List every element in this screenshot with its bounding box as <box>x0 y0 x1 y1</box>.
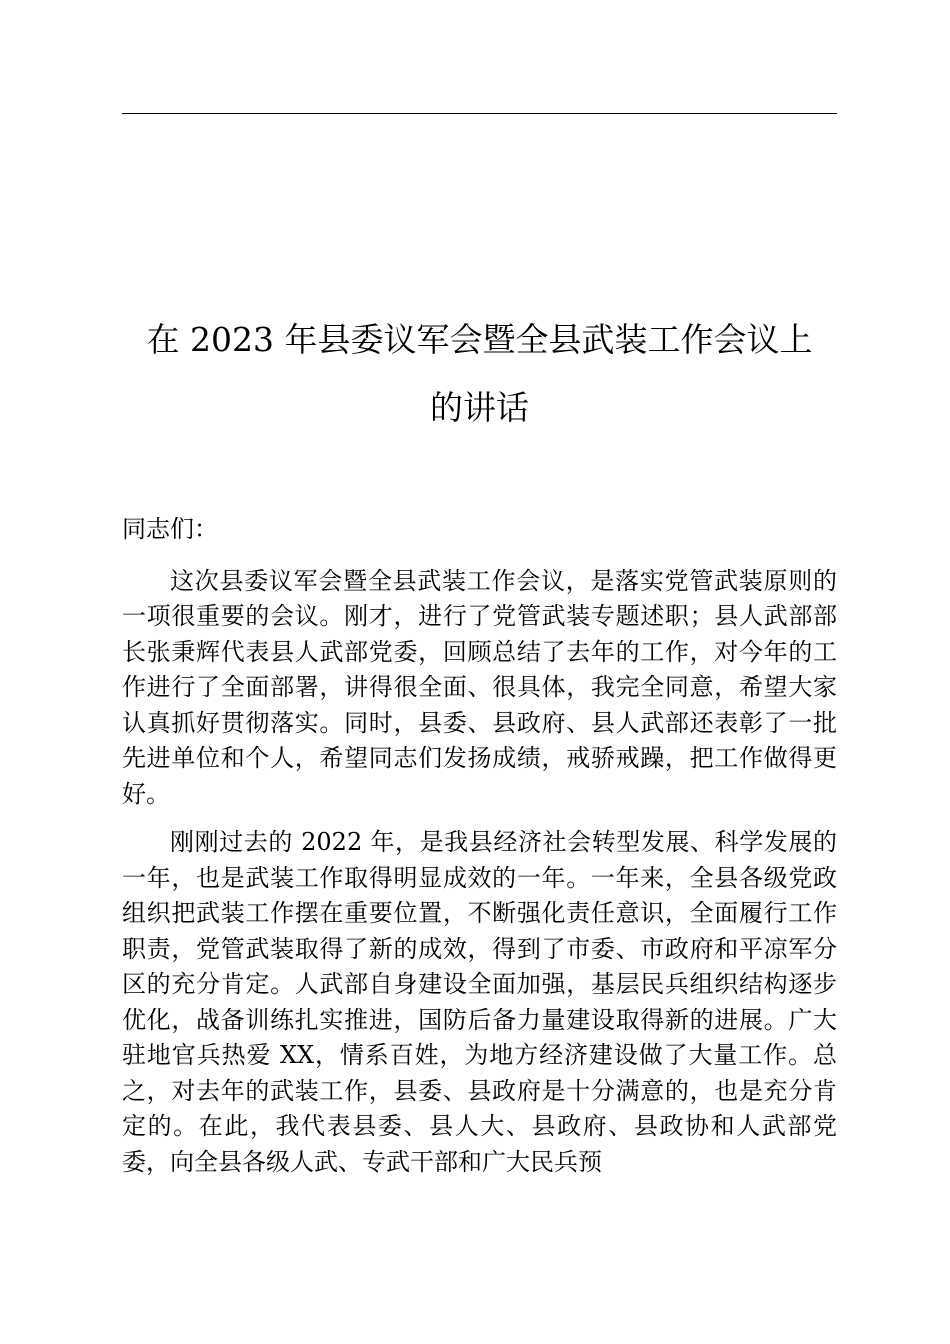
document-title <box>122 306 837 442</box>
paragraph-2: 刚刚过去的 2022 年，是我县经济社会转型发展、科学发展的一年，也是武装工作取得明显成效的一年。一年来，全县各级党政组织把武装工作摆在重要位置，不断强化责任意识，全面履行工作职责，党管武装取得了新的成效，得到了市委、市政府和平凉军分区的充分肯定。人武部自身建设全面加强，基层民兵组织结构逐步优化，战备训练扎实推进，国防后备力量建设取得新的进展。广大驻地官兵热爱 XX，情系百姓，为地方经济建设做了大量工作。总之，对去年的武装工作，县委、县政府是十分满意的，也是充分肯定的。在此，我代表县委、县人大、县政府、县政协和人武部党委，向全县各级人武、专武干部和广大民兵预 <box>122 828 837 1176</box>
header-rule <box>122 113 837 114</box>
title-line-1: 在 2023 年县委议军会暨全县武装工作会议上 <box>146 320 813 359</box>
document-body <box>122 512 837 1193</box>
salutation: 同志们： <box>122 515 218 543</box>
title-line-2: 的讲话 <box>430 388 529 427</box>
paragraph-1: 这次县委议军会暨全县武装工作会议，是落实党管武装原则的一项很重要的会议。刚才，进行了党管武装专题述职；县人武部部长张秉辉代表县人武部党委，回顾总结了去年的工作，对今年的工作进行了全面部署，讲得很全面、很具体，我完全同意，希望大家认真抓好贯彻落实。同时，县委、县政府、县人武部还表彰了一批先进单位和个人，希望同志们发扬成绩，戒骄戒躁，把工作做得更好。 <box>122 566 837 808</box>
